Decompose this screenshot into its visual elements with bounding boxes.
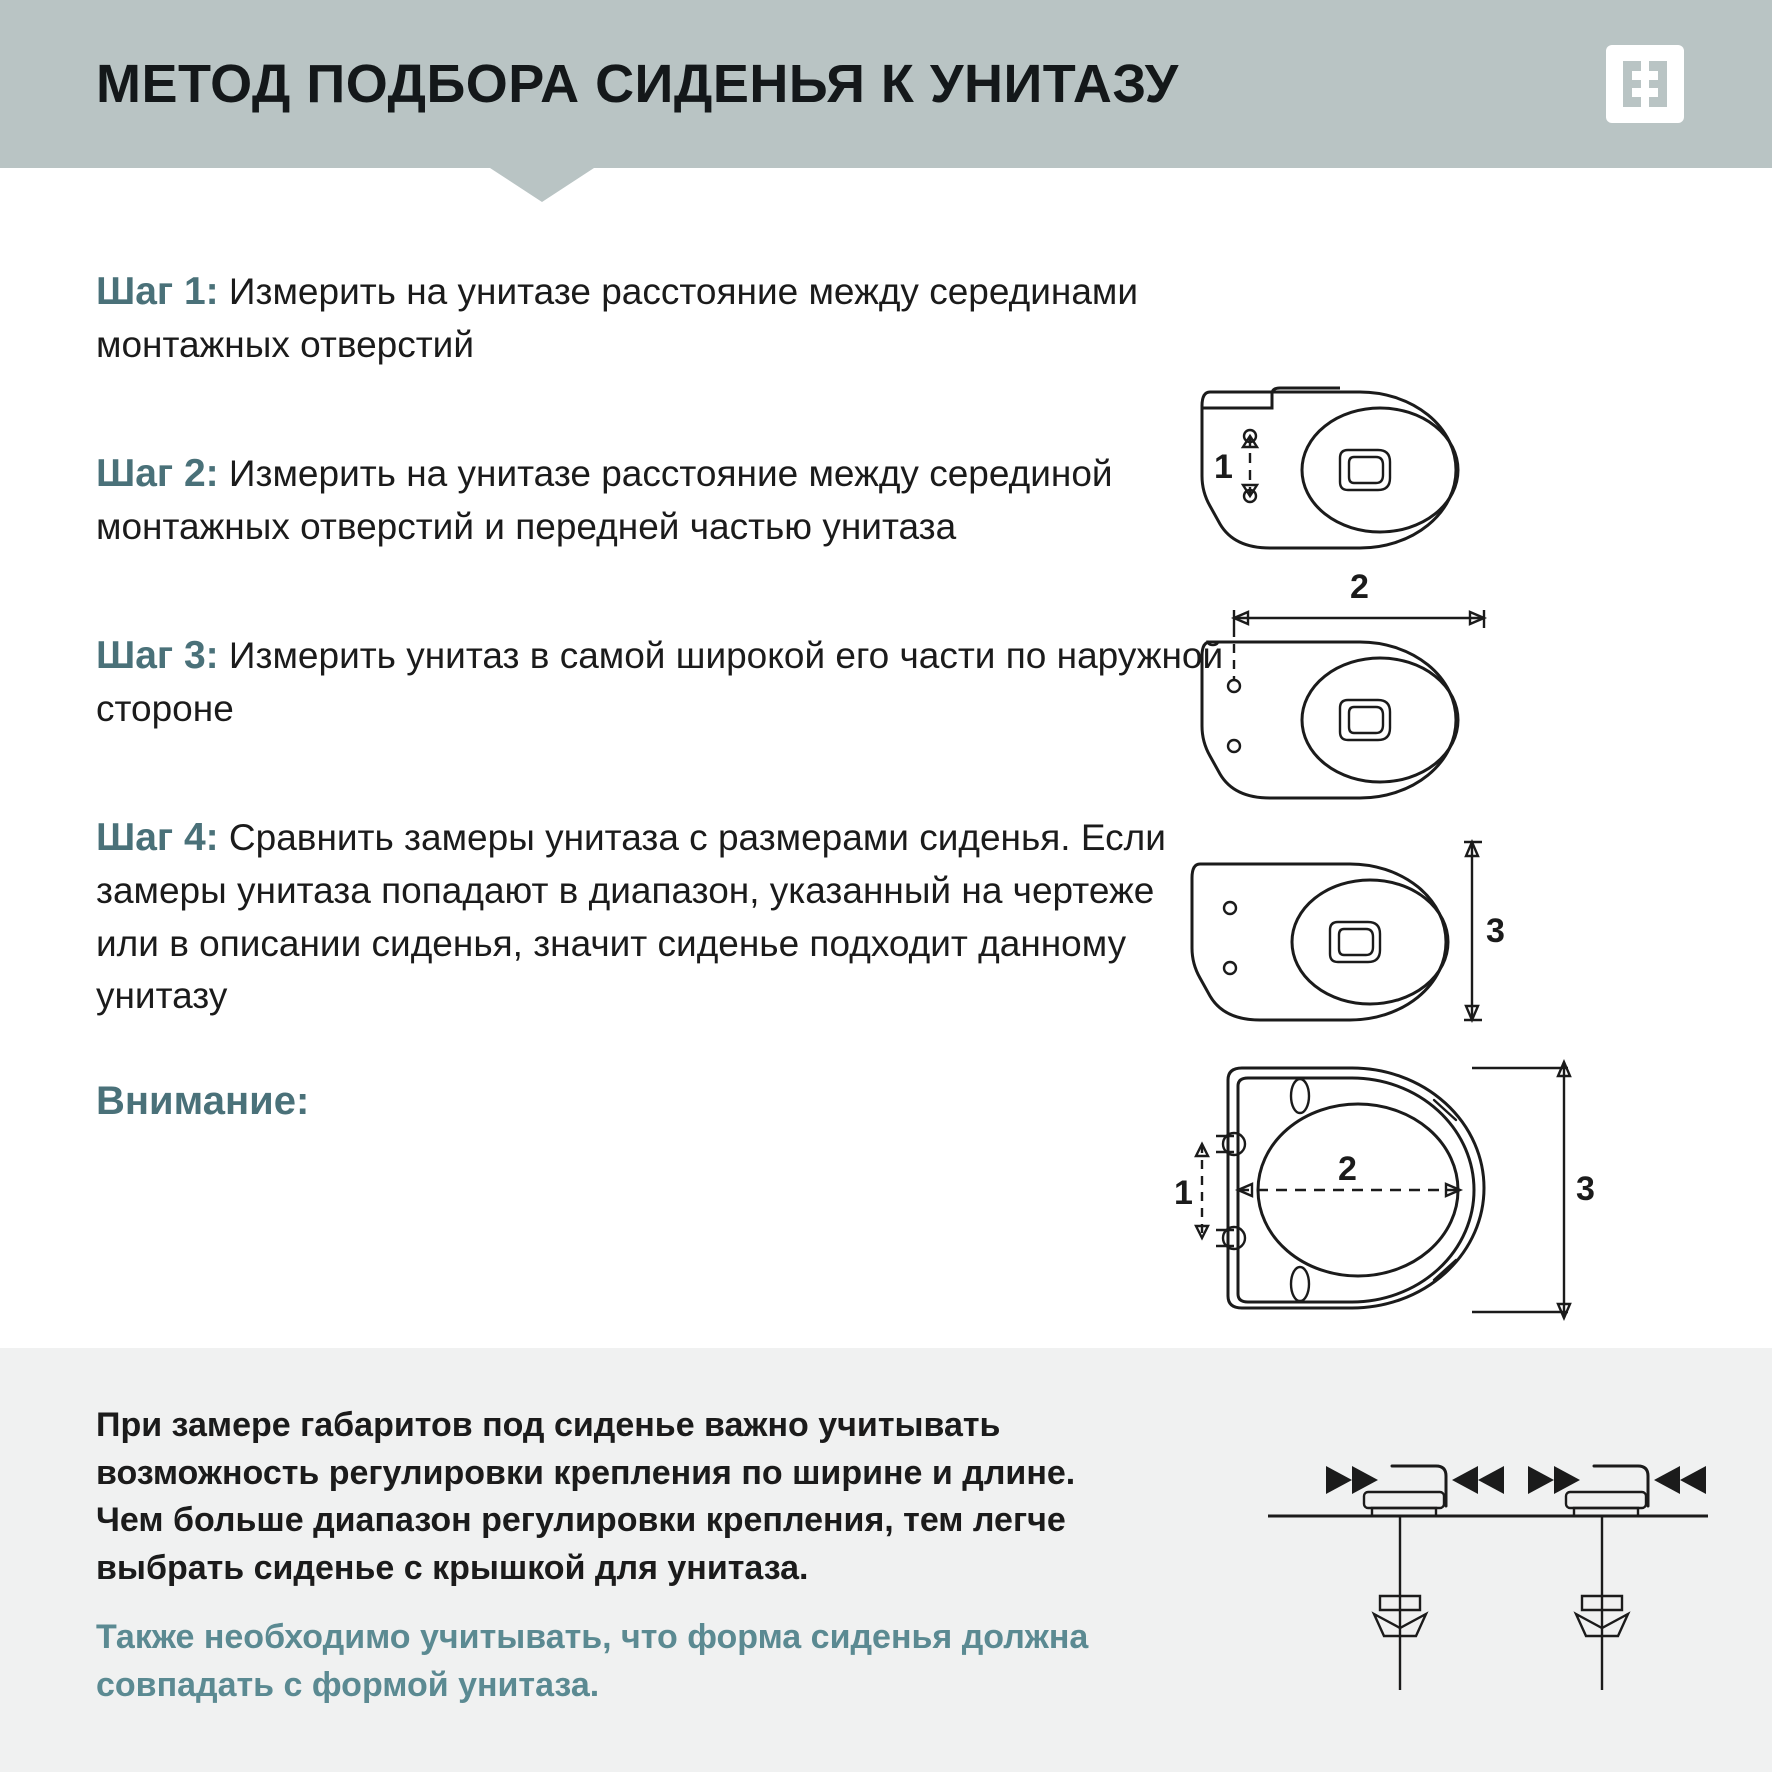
diagram-step-4: [1172, 1048, 1632, 1338]
dimension-label-4-length: 2: [1338, 1150, 1357, 1188]
diagram-step-2: [1172, 568, 1592, 828]
step-text-1: Измерить на унитазе расстояние между серединами монтажных отверстий: [96, 271, 1139, 366]
page-title: МЕТОД ПОДБОРА СИДЕНЬЯ К УНИТАЗУ: [96, 54, 1179, 114]
step-label-4: Шаг 4:: [96, 815, 219, 859]
diagram-step-1: [1172, 378, 1592, 578]
step-text-3: Измерить унитаз в самой широкой его части по наружной стороне: [96, 634, 1224, 730]
diagram-step-3: [1172, 828, 1592, 1043]
step-label-2: Шаг 2:: [96, 451, 219, 495]
warning-text-block: [0, 1348, 1130, 1772]
step-item-3: [96, 628, 1226, 736]
step-label-1: Шаг 1:: [96, 270, 219, 313]
dimension-label-3: 3: [1486, 912, 1505, 950]
warning-note: Также необходимо учитывать, что форма сиденья должна совпадать с формой унитаза.: [96, 1618, 1089, 1704]
dimension-label-4-width: 1: [1174, 1174, 1193, 1212]
step-item-1: [96, 264, 1226, 372]
step-text-2: Измерить на унитазе расстояние между серединой монтажных отверстий и передней частью унитаза: [96, 452, 1113, 548]
warning-paragraph: При замере габаритов под сиденье важно учитывать возможность регулировки крепления по ширине и длине. Чем больше диапазон регулировки крепления, тем легче выбрать сиденье с крышкой для унитаза.: [96, 1406, 1076, 1587]
seat-fixing-bolts-diagram: [1268, 1408, 1708, 1708]
dimension-label-1: 1: [1214, 448, 1233, 486]
page-header: [0, 0, 1772, 168]
dimension-label-4-height: 3: [1576, 1170, 1595, 1208]
steps-list: [96, 264, 1226, 1124]
main-content: [0, 168, 1772, 1348]
step-text-4: Сравнить замеры унитаза с размерами сиденья. Если замеры унитаза попадают в диапазон, указанный на чертеже или в описании сиденья, значит сиденье подходит данному унитазу: [96, 816, 1166, 1017]
brand-logo-icon: [1606, 45, 1684, 123]
step-item-2: [96, 446, 1226, 554]
step-item-4: [96, 810, 1226, 1023]
diagrams-column: [1172, 168, 1732, 1348]
dimension-label-2: 2: [1350, 568, 1369, 606]
step-label-3: Шаг 3:: [96, 633, 219, 677]
warning-section: [0, 1348, 1772, 1772]
attention-heading: Внимание:: [96, 1078, 310, 1123]
